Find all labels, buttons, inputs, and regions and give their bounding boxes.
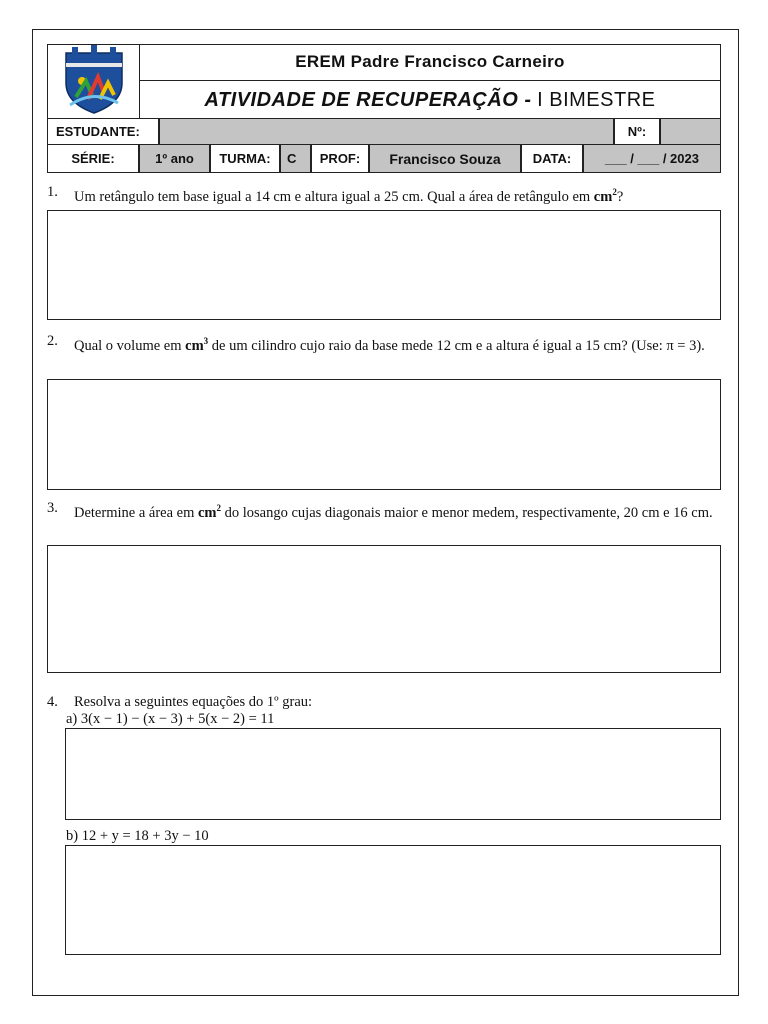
question-4a: a) 3(x − 1) − (x − 3) + 5(x − 2) = 11 <box>66 711 275 727</box>
question-4b: b) 12 + y = 18 + 3y − 10 <box>66 828 209 844</box>
info-row <box>47 144 721 173</box>
question-3-number: 3. <box>47 500 58 516</box>
prof-label: PROF: <box>311 144 369 173</box>
answer-box-1[interactable] <box>47 210 721 320</box>
question-2-number: 2. <box>47 333 58 349</box>
prof-field[interactable]: Francisco Souza <box>369 144 521 173</box>
question-1-power: 2 <box>612 187 617 197</box>
number-label: Nº: <box>614 118 660 145</box>
school-crest-icon <box>58 45 130 115</box>
question-3-tail: do losango cujas diagonais maior e menor medem, respectivamente, 20 cm e 16 cm. <box>221 504 713 521</box>
question-3-text: Determine a área em <box>74 504 198 521</box>
question-4-text: Resolva a seguintes equações do 1º grau: <box>74 694 313 710</box>
question-3 <box>47 499 721 522</box>
question-4-number: 4. <box>47 694 58 710</box>
serie-field[interactable]: 1º ano <box>139 144 210 173</box>
turma-field[interactable]: C <box>280 144 311 173</box>
question-4 <box>47 693 721 711</box>
activity-title <box>140 80 721 120</box>
answer-box-2[interactable] <box>47 379 721 490</box>
turma-label: TURMA: <box>210 144 280 173</box>
question-1-unit: cm <box>593 188 613 205</box>
answer-box-3[interactable] <box>47 545 721 673</box>
answer-box-4b[interactable] <box>65 845 721 955</box>
question-2-power: 3 <box>203 336 209 346</box>
student-label: ESTUDANTE: <box>47 118 159 145</box>
question-2-text: Qual o volume em <box>74 337 186 354</box>
data-field[interactable]: ___ / ___ / 2023 <box>583 144 721 173</box>
school-logo <box>48 45 140 121</box>
serie-label: SÉRIE: <box>47 144 139 173</box>
data-label: DATA: <box>521 144 583 173</box>
question-2-unit: cm <box>185 337 204 354</box>
number-field[interactable] <box>660 118 721 145</box>
question-1-tail: ? <box>616 188 624 205</box>
student-field[interactable] <box>159 118 614 145</box>
question-1 <box>47 183 721 206</box>
school-name: EREM Padre Francisco Carneiro <box>140 45 721 81</box>
question-1-text: Um retângulo tem base igual a 14 cm e altura igual a 25 cm. Qual a área de retângulo em <box>74 188 594 205</box>
header-table <box>47 44 721 121</box>
question-2-tail: de um cilindro cujo raio da base mede 12 cm e a altura é igual a 15 cm? (Use: π = 3). <box>208 337 705 354</box>
question-3-unit: cm <box>197 504 217 521</box>
answer-box-4a[interactable] <box>65 728 721 820</box>
question-2 <box>47 332 721 355</box>
student-row <box>47 118 721 145</box>
activity-title-period: I BIMESTRE <box>537 88 656 111</box>
question-3-power: 2 <box>216 503 221 513</box>
question-1-number: 1. <box>47 184 58 200</box>
activity-title-main: ATIVIDADE DE RECUPERAÇÃO - <box>204 88 532 111</box>
